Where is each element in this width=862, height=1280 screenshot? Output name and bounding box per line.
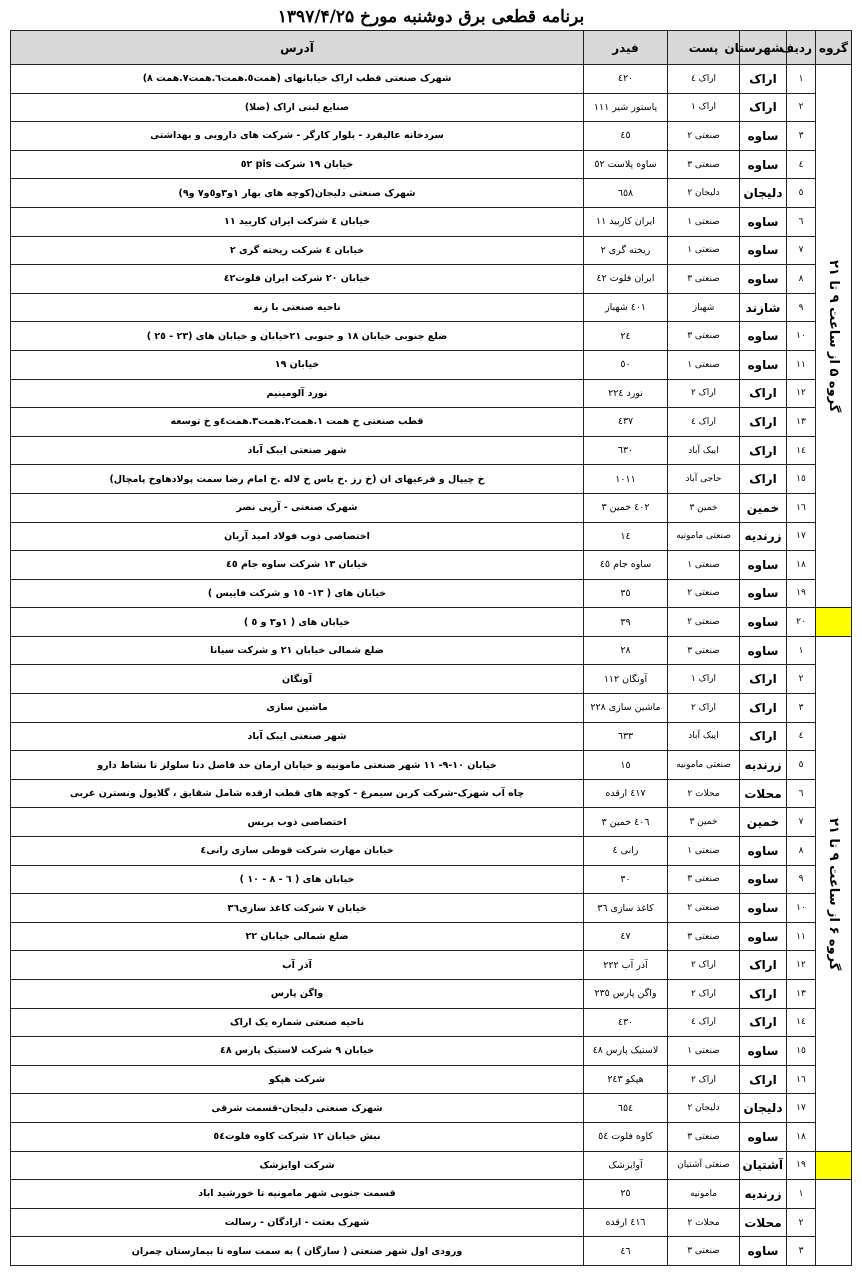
cell-city: ساوه [740,579,787,608]
cell-post: صنعتی مامونیه [668,751,740,780]
cell-post: اراک ٢ [668,1065,740,1094]
cell-address: خ چیپال و فرعیهای ان (خ رز .خ یاس خ لاله .خ امام رضا سمت پولادهاوخ پامچال) [11,465,584,494]
cell-city: اراک [740,951,787,980]
cell-row: ١ [787,1180,816,1209]
cell-feeder: ١٠١١ [584,465,668,494]
cell-address: شهرک صنعتی - آرپی نصر [11,493,584,522]
cell-row: ٤ [787,150,816,179]
cell-post: صنعتی ۲ [668,579,740,608]
cell-post: دلیجان ٢ [668,179,740,208]
cell-feeder: ٤٥ [584,122,668,151]
cell-feeder: کاغذ سازی ٣٦ [584,894,668,923]
table-row [11,980,852,1009]
cell-address: ماشین سازی [11,694,584,723]
table-row [11,322,852,351]
cell-post: اراک ٢ [668,379,740,408]
cell-post: صنعتی آشتیان [668,1151,740,1180]
cell-feeder: ٤٠٦ خمین ٣ [584,808,668,837]
cell-address: خیابان ٤ شرکت ایران کاربید ١١ [11,207,584,236]
header-address: آدرس [11,31,584,65]
cell-feeder: آوایزشک [584,1151,668,1180]
table-row [11,579,852,608]
cell-post: صنعتی ۳ [668,1237,740,1266]
table-row [11,293,852,322]
table-row [11,408,852,437]
cell-address: ناحیه صنعتی با زنه [11,293,584,322]
cell-row: ١٦ [787,493,816,522]
cell-city: زرندیه [740,1180,787,1209]
cell-address: خیابان های ( ٦ - ٨ - ١٠ ) [11,865,584,894]
table-header-row [11,31,852,65]
cell-row: ١٥ [787,465,816,494]
cell-city: اراک [740,1008,787,1037]
cell-row: ١٢ [787,951,816,980]
cell-feeder: لاستیک پارس ٤٨ [584,1037,668,1066]
cell-address: نبش خیابان ١٢ شرکت کاوه فلوت٥٤ [11,1122,584,1151]
cell-feeder: ٤١٦ ارقده [584,1208,668,1237]
cell-row: ٥ [787,179,816,208]
cell-post: صنعتی مامونیه [668,522,740,551]
cell-feeder: رانی ٤ [584,837,668,866]
cell-feeder: ٤٠١ شهباز [584,293,668,322]
cell-feeder: واگن پارس ٢٣٥ [584,980,668,1009]
cell-post: صنعتی ۱ [668,207,740,236]
cell-city: اراک [740,408,787,437]
cell-row: ١٠ [787,322,816,351]
cell-feeder: ١٥ [584,751,668,780]
cell-city: ساوه [740,837,787,866]
cell-city: زرندیه [740,751,787,780]
table-row [11,93,852,122]
cell-city: آشتیان [740,1151,787,1180]
cell-address: خیابان ١٣ شرکت ساوه جام ٤٥ [11,551,584,580]
cell-city: زرندیه [740,522,787,551]
cell-post: اراک ٢ [668,951,740,980]
cell-address: شهرک صنعتی دلیجان-قسمت شرقی [11,1094,584,1123]
table-row [11,1208,852,1237]
cell-feeder: ماشین سازی ٢٢٨ [584,694,668,723]
table-row [11,608,852,637]
cell-post: صنعتی ۱ [668,236,740,265]
cell-post: صنعتی ۳ [668,322,740,351]
cell-address: شهرک صنعتی قطب اراک خیابانهای (همت٥.همت٦.همت٧.همت ٨) [11,65,584,94]
cell-city: خمین [740,808,787,837]
table-row [11,1180,852,1209]
cell-address: خیابان ٩ شرکت لاستیک پارس ٤٨ [11,1037,584,1066]
cell-address: شهر صنعتی ایبک آباد [11,722,584,751]
page-title: برنامه قطعی برق دوشنبه مورخ ۱۳۹۷/۴/۲۵ [277,7,585,27]
highlight-cell [816,608,852,637]
cell-feeder: ٦٣٣ [584,722,668,751]
cell-address: شهرک صنعتی دلیجان(کوچه های بهار ١و٣و٥و٧ و٩) [11,179,584,208]
cell-row: ٨ [787,265,816,294]
table-row [11,808,852,837]
cell-city: اراک [740,65,787,94]
cell-row: ١ [787,636,816,665]
cell-feeder: نورد ٢٢٤ [584,379,668,408]
cell-post: اراک ١ [668,665,740,694]
cell-address: خیابان های ( ١و٣ و ٥ ) [11,608,584,637]
cell-address: خیابان های ( ١٣- ١٥ و شرکت فاییس ) [11,579,584,608]
cell-city: ساوه [740,265,787,294]
cell-address: خیابان ١٩ [11,350,584,379]
cell-address: شرکت هپکو [11,1065,584,1094]
cell-city: ساوه [740,608,787,637]
table-row [11,1094,852,1123]
cell-city: ساوه [740,1037,787,1066]
group-label: گروه ۶ از ساعت ۹ تا ۲۱ [826,817,841,970]
cell-post: حاجی آباد [668,465,740,494]
header-row: ردیف [787,31,816,65]
table-row [11,1237,852,1266]
cell-row: ١٧ [787,1094,816,1123]
table-row [11,122,852,151]
cell-feeder: ایران کاربید ١١ [584,207,668,236]
cell-city: دلیجان [740,1094,787,1123]
cell-address: ضلع جنوبی خیابان ١٨ و جنوبی ٢١خیابان و خیابان های (٢٣ - ٢٥ ) [11,322,584,351]
cell-row: ١٨ [787,1122,816,1151]
cell-post: ایبک آباد [668,436,740,465]
header-feeder: فیدر [584,31,668,65]
table-row [11,436,852,465]
cell-city: اراک [740,436,787,465]
cell-row: ١٦ [787,1065,816,1094]
cell-city: ساوه [740,236,787,265]
cell-city: اراک [740,665,787,694]
cell-row: ۱ [787,65,816,94]
cell-city: محلات [740,1208,787,1237]
cell-city: اراک [740,694,787,723]
header-group: گروه [816,31,852,65]
table-row [11,465,852,494]
table-row [11,1151,852,1180]
table-row [11,951,852,980]
table-row [11,522,852,551]
cell-city: اراک [740,465,787,494]
cell-address: اختصاصی ذوب فولاد امید آریان [11,522,584,551]
cell-post: اراک ۱ [668,93,740,122]
cell-row: ١٢ [787,379,816,408]
cell-post: خمین ٣ [668,493,740,522]
cell-city: اراک [740,722,787,751]
table-row [11,350,852,379]
cell-feeder: ٥٠ [584,350,668,379]
cell-feeder: ایران فلوت ٤٢ [584,265,668,294]
cell-feeder: ٢٤ [584,322,668,351]
table-row [11,65,852,94]
cell-row: ١٠ [787,894,816,923]
cell-row: ١١ [787,922,816,951]
cell-post: صنعتی ۱ [668,551,740,580]
cell-feeder: ١٤ [584,522,668,551]
cell-post: صنعتی ۳ [668,150,740,179]
cell-city: ساوه [740,894,787,923]
cell-row: ٥ [787,751,816,780]
cell-feeder: ٦٥٨ [584,179,668,208]
cell-post: اراک ٢ [668,694,740,723]
cell-feeder: هپکو ٢٤٣ [584,1065,668,1094]
cell-row: ٩ [787,293,816,322]
cell-feeder: ٤٣٠ [584,1008,668,1037]
cell-post: صنعتی ۳ [668,922,740,951]
table-body [11,65,852,1266]
table-row [11,922,852,951]
cell-city: ساوه [740,922,787,951]
table-row [11,236,852,265]
table-row [11,636,852,665]
cell-post: صنعتی ۱ [668,837,740,866]
cell-post: اراک ٢ [668,980,740,1009]
cell-city: اراک [740,379,787,408]
cell-row: ٦ [787,779,816,808]
header-city: شهرستان [740,31,787,65]
cell-city: ساوه [740,150,787,179]
cell-feeder: ٤٦ [584,1237,668,1266]
cell-feeder: آونگان ١١٢ [584,665,668,694]
cell-post: صنعتی ۲ [668,894,740,923]
table-row [11,207,852,236]
cell-row: ٨ [787,837,816,866]
cell-row: ١٩ [787,579,816,608]
cell-feeder: پاستور شیر ۱۱۱ [584,93,668,122]
cell-city: ساوه [740,865,787,894]
cell-post: صنعتی ۲ [668,122,740,151]
cell-city: محلات [740,779,787,808]
group-cell [816,65,852,608]
table-row [11,694,852,723]
cell-address: شرکت اوایزشک [11,1151,584,1180]
cell-feeder: ٣٩ [584,608,668,637]
cell-address: صنایع لبنی اراک (صلا) [11,93,584,122]
group-label: گروه ۵ از ساعت ۹ تا ۲۱ [826,259,841,413]
cell-city: ساوه [740,1122,787,1151]
cell-feeder: ٣٥ [584,579,668,608]
cell-post: مامونیه [668,1180,740,1209]
cell-post: شهباز [668,293,740,322]
cell-row: ٧ [787,808,816,837]
cell-city: شازند [740,293,787,322]
table-row [11,1065,852,1094]
table-row [11,779,852,808]
cell-row: ۲ [787,93,816,122]
table-row [11,865,852,894]
cell-city: خمین [740,493,787,522]
cell-row: ١١ [787,350,816,379]
cell-feeder: ٣٠ [584,865,668,894]
table-row [11,665,852,694]
cell-address: قطب صنعتی خ همت ١.همت٢.همت٣.همت٤و خ توسعه [11,408,584,437]
cell-row: ١٥ [787,1037,816,1066]
table-row [11,493,852,522]
table-row [11,379,852,408]
cell-address: ورودی اول شهر صنعتی ( سازگان ) به سمت ساوه تا بیمارستان چمران [11,1237,584,1266]
cell-row: ١٣ [787,980,816,1009]
cell-row: ١٤ [787,436,816,465]
cell-row: ٣ [787,1237,816,1266]
cell-city: اراک [740,1065,787,1094]
cell-address: ناحیه صنعتی شماره یک اراک [11,1008,584,1037]
cell-row: ١٨ [787,551,816,580]
cell-address: اختصاصی ذوب بریس [11,808,584,837]
cell-address: ضلع شمالی خیابان ٢١ و شرکت سیانا [11,636,584,665]
cell-feeder: آذر آب ٢٢٢ [584,951,668,980]
cell-address: آونگان [11,665,584,694]
cell-row: ٢ [787,665,816,694]
table-row [11,894,852,923]
cell-address: نورد آلومینیم [11,379,584,408]
table-row [11,265,852,294]
table-row [11,837,852,866]
cell-post: صنعتی ۲ [668,608,740,637]
cell-address: ضلع شمالی خیابان ٢٢ [11,922,584,951]
group-cell [816,636,852,1151]
cell-post: دلیجان ٢ [668,1094,740,1123]
cell-post: محلات ٢ [668,1208,740,1237]
cell-city: ساوه [740,636,787,665]
cell-feeder: ٤٢٠ [584,65,668,94]
highlight-cell [816,1151,852,1180]
cell-post: صنعتی ۳ [668,865,740,894]
cell-row: ٦ [787,207,816,236]
group-cell [816,1180,852,1266]
cell-city: دلیجان [740,179,787,208]
cell-row: ١٤ [787,1008,816,1037]
cell-feeder: ٦٥٤ [584,1094,668,1123]
cell-city: ساوه [740,1237,787,1266]
cell-address: خیابان ٢٠ شرکت ایران فلوت٤٢ [11,265,584,294]
table-row [11,1122,852,1151]
table-row [11,1037,852,1066]
cell-address: خیابان مهارت شرکت قوطی سازی رانی٤ [11,837,584,866]
cell-city: ساوه [740,122,787,151]
cell-post: صنعتی ۱ [668,1037,740,1066]
table-row [11,551,852,580]
cell-row: ٤ [787,722,816,751]
cell-feeder: ٦٣٠ [584,436,668,465]
cell-row: ٢٠ [787,608,816,637]
cell-address: سردخانه عالیفرد - بلوار کارگر - شرکت های دارویی و بهداشتی [11,122,584,151]
cell-address: شهر صنعتی ایبک آباد [11,436,584,465]
cell-feeder: کاوه فلوت ٥٤ [584,1122,668,1151]
cell-city: ساوه [740,350,787,379]
table-row [11,751,852,780]
table-row [11,1008,852,1037]
cell-city: ساوه [740,207,787,236]
cell-feeder: ٤٣٧ [584,408,668,437]
cell-row: ۳ [787,122,816,151]
cell-city: اراک [740,93,787,122]
table-row [11,722,852,751]
header-post: پست [668,31,740,65]
cell-post: صنعتی ۱ [668,350,740,379]
cell-post: صنعتی ۳ [668,1122,740,1151]
cell-row: ٩ [787,865,816,894]
cell-post: خمین ٣ [668,808,740,837]
cell-post: محلات ٢ [668,779,740,808]
cell-post: صنعتی ۳ [668,265,740,294]
cell-row: ٧ [787,236,816,265]
cell-address: واگن پارس [11,980,584,1009]
cell-feeder: ٤٧ [584,922,668,951]
cell-address: خیابان ٤ شرکت ریخته گری ٢ [11,236,584,265]
cell-row: ١٧ [787,522,816,551]
cell-feeder: ساوه جام ٤٥ [584,551,668,580]
cell-address: قسمت جنوبی شهر مامونیه تا خورشید اباد [11,1180,584,1209]
cell-city: ساوه [740,322,787,351]
cell-feeder: ٢٥ [584,1180,668,1209]
cell-post: اراک ٤ [668,408,740,437]
cell-post: اراک ٤ [668,1008,740,1037]
cell-address: خیابان ١٩ شرکت pis ٥٢ [11,150,584,179]
cell-address: خیابان ٧ شرکت کاغذ سازی٣٦ [11,894,584,923]
cell-feeder: ٤٠٢ خمین ٣ [584,493,668,522]
cell-post: اراک ٤ [668,65,740,94]
cell-address: خیابان ١٠-٩- ١١ شهر صنعتی مامونیه و خیابان ارمان حد فاصل دنا سلولز تا نشاط دارو [11,751,584,780]
table-row [11,179,852,208]
cell-row: ٢ [787,1208,816,1237]
cell-feeder: ریخته گری ٢ [584,236,668,265]
cell-address: شهرک بعثت - ازادگان - رسالت [11,1208,584,1237]
schedule-table [10,30,852,1266]
cell-row: ١٩ [787,1151,816,1180]
cell-feeder: ساوه پلاست ٥٢ [584,150,668,179]
cell-address: چاه آب شهرک-شرکت کربن سیمرغ - کوچه های قطب ارقده شامل شقایق ، گلایول ونسترن غربی [11,779,584,808]
cell-row: ١٣ [787,408,816,437]
cell-feeder: ٤١٧ ارقده [584,779,668,808]
cell-address: آذر آب [11,951,584,980]
cell-post: صنعتی ۳ [668,636,740,665]
cell-post: ایبک آباد [668,722,740,751]
table-row [11,150,852,179]
cell-row: ٣ [787,694,816,723]
cell-feeder: ٢٨ [584,636,668,665]
cell-city: اراک [740,980,787,1009]
cell-city: ساوه [740,551,787,580]
